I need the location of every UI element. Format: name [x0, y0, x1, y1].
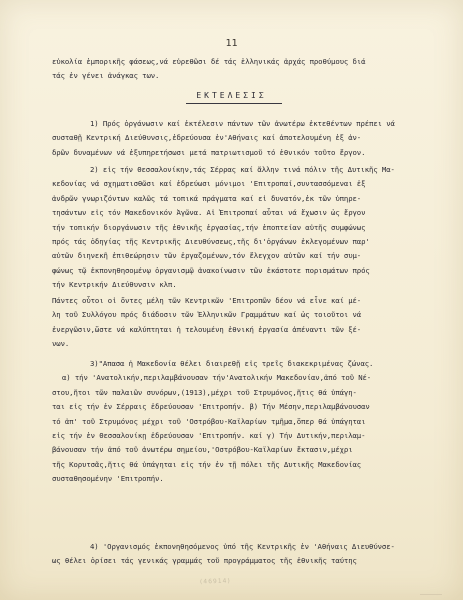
heading-underline — [186, 103, 282, 104]
paragraph-5 — [52, 540, 447, 569]
text-line: δρῶν δυναμένων νά ἐξυπηρετήσωσι μετά πατριωτισμοῦ τό ἐθνικόν τοῦτο ἔργον. — [52, 147, 366, 157]
text-line: τήν Κεντρικήν Διεύθυνσιν κλπ. — [52, 280, 177, 290]
text-line: συσταθησομένην 'Επιτροπήν. — [52, 474, 164, 484]
text-line: ως θέλει ὁρίσει τάς γενικάς γραμμάς τοῦ προγράμματος τῆς ἐθνικῆς ταύτης — [52, 556, 357, 566]
text-line: ἐνεργῶσιν,ὥστε νά καλύπτηται ἡ τελουμένη ἐθνική ἐργασία ἀπέναντι τῶν ξέ- — [52, 324, 362, 334]
opening-lines — [52, 55, 447, 84]
text-line: στου,ἤτοι τῶν παλαιῶν συνόρων,(1913),μέχρι τοῦ Στρυμόνος,ἥτις θά ὑπάγη- — [52, 387, 357, 397]
paragraph-2 — [52, 163, 447, 293]
text-line: α) τήν 'Ανατολικήν,περιλαμβάνουσαν τήν'Ανατολικήν Μακεδονίαν,ἀπό τοῦ Νέ- — [62, 373, 372, 383]
page-number: 11 — [225, 38, 238, 49]
text-line: 3)"Απασα ἡ Μακεδονία θέλει διαιρεθῇ εἰς τρεῖς διακεκριμένας ζώνας. — [90, 359, 374, 368]
text-line: 4) 'Οργανισμός ἐκπονηθησόμενος ὑπό τῆς Κεντρικῆς ἐν 'Αθήναις Διευθύνσε- — [90, 542, 395, 551]
text-line: αὐτῶν διηνεκῆ ἐπιθεώρησιν τῶν ἐργαζομένων,τόν ἔλεγχον αὐτῶν καί τήν συμ- — [52, 251, 362, 261]
archive-stamp: (46914) — [199, 577, 231, 586]
text-line: τάς ἐν γένει ἀνάγκας των. — [52, 71, 160, 81]
text-line: 2) εἰς τήν Θεσσαλονίκην,τάς Σέρρας καί ἄλλην τινά πόλιν τῆς Δυτικῆς Μα- — [90, 165, 395, 174]
text-line: πρός τάς ὁδηγίας τῆς Κεντρικῆς Διευθύνσεως,τῆς δι'ὀργάνων ἐκλεγομένων παρ' — [52, 236, 370, 246]
paragraph-4 — [52, 357, 447, 487]
text-line: φώνως τῷ ἐκπονηθησομένῳ ὀργανισμῷ ἀνακοίνωσιν τῶν ἑκάστοτε πορισμάτων πρός — [52, 265, 370, 275]
text-line: εἰς τήν ἐν Θεσσαλονίκῃ ἐδρεύουσαν 'Επιτροπήν. καί γ) Τήν Δυτικήν,περιλαμ- — [52, 430, 366, 440]
section-heading: ΕΚΤΕΛΕΣΙΣ — [196, 91, 267, 100]
text-line: τησάντων εἰς τόν Μακεδονικόν Ἀγῶνα. Αἱ Ἐπιτροπαί αὗται νά ἔχωσιν ὡς ἔργον — [52, 208, 366, 218]
corner-mark — [420, 588, 442, 595]
text-line: λη τοῦ Συλλόγου πρός διάδοσιν τῶν Ἑλληνικῶν Γραμμάτων καί ὡς τοιοῦτοι νά — [52, 310, 362, 320]
text-line: τήν τοπικήν διοργάνωσιν τῆς ἐθνικῆς ἐργασίας,τήν ἐποπτείαν αὐτῆς συμφώνως — [52, 222, 366, 232]
text-line: Πάντες οὗτοι οἱ ὄντες μέλη τῶν Κεντρικῶν 'Επιτροπῶν δέον νά εἶνε καί μέ- — [52, 296, 362, 305]
text-line: κεδονίας νά σχηματισθῶσι καί ἐδρεύωσι μόνιμοι 'Επιτροπαί,συντασσόμεναι ἐξ — [52, 179, 366, 189]
text-line: τό ἀπ' τοῦ Στρυμόνος μέχρι τοῦ 'Οστρόβου-Καϊλαρίων τμῆμα,ὅπερ θά ὑπάγηται — [52, 416, 366, 426]
text-line: εὐκολία ἐμπορικῆς φάσεως,νά εὐρεθῶσι δέ τάς ἑλληνικάς ἀρχάς προθύμους διά — [52, 57, 366, 66]
text-line: τῆς Κορυτσᾶς,ἥτις θά ὑπάγηται εἰς τήν ἐν τῇ πόλει τῆς Δυτικῆς Μακεδονίας — [52, 459, 362, 469]
paragraph-1 — [52, 117, 447, 160]
text-line: ἀνδρῶν γνωριζόντων καλῶς τά τοπικά πράγματα καί εἰ δυνατόν,ἐκ τῶν ὑπηρε- — [52, 193, 362, 203]
text-line: νων. — [52, 339, 70, 349]
text-line: βάνουσαν τήν ἀπό τοῦ ἀνωτέρω σημείου,'Οστρόβου-Καϊλαρίων ἔκτασιν,μέχρι — [52, 445, 353, 455]
paragraph-3 — [52, 294, 447, 352]
text-line: ται εἰς τήν ἐν Σέρραις ἐδρεύουσαν 'Επιτροπήν. β) Τήν Μέσην,περιλαμβάνουσαν — [52, 402, 370, 412]
text-line: 1) Πρός ὀργάνωσιν καί ἐκτέλεσιν πάντων τῶν ἀνωτέρω ἐκτεθέντων πρέπει νά — [90, 119, 395, 128]
text-line: συσταθῇ Κεντρική Διεύθυνσις,ἐδρεύουσα ἐν'Αθήναις καί ἀποτελουμένη ἐξ ἀν- — [52, 133, 362, 143]
